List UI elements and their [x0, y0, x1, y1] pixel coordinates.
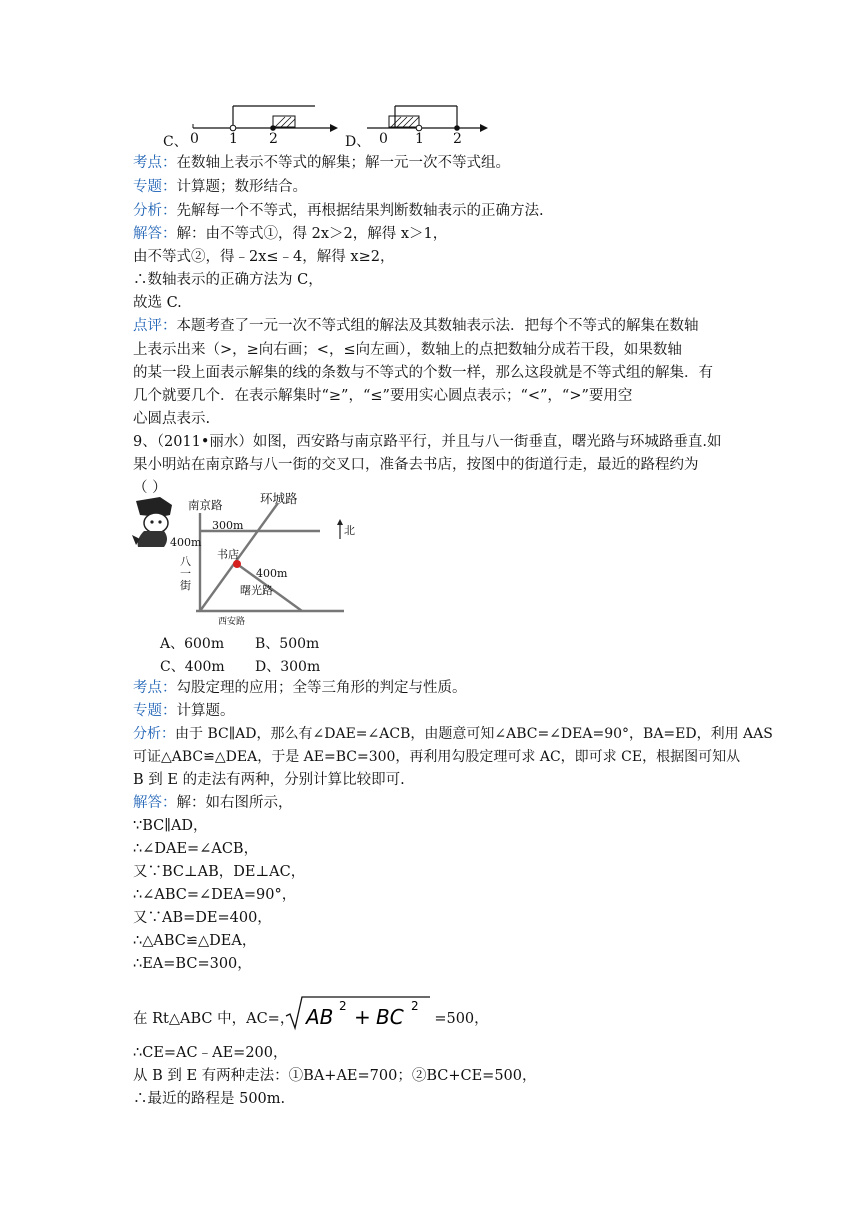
tick-2-d: 2 — [453, 131, 462, 147]
solid-point-2 — [270, 125, 276, 131]
q9-step-7: ∴EA=BC=300， — [133, 956, 252, 972]
q9-step-3: 又∵BC⊥AB，DE⊥AC， — [133, 864, 306, 880]
xiaoming-figure — [132, 497, 172, 547]
map-300m-label: 300m — [212, 519, 244, 532]
formula-result: =500， — [434, 1010, 489, 1027]
open-point-1 — [230, 125, 236, 131]
q9-stem-2: 果小明站在南京路与八一街的交叉口，准备去书店，按图中的街道行走，最近的路程约为 — [133, 457, 699, 473]
q9-fenxi-1: 分析：由于 BC∥AD，那么有∠DAE=∠ACB，由题意可知∠ABC=∠DEA=90°，BA=ED，利用 AAS — [133, 726, 773, 742]
q8-fenxi: 分析：先解每一个不等式，再根据结果判断数轴表示的正确方法. — [133, 203, 544, 219]
map-400m-right-label: 400m — [256, 567, 288, 580]
q9-step-4: ∴∠ABC=∠DEA=90°， — [133, 887, 297, 903]
sqrt-expression — [284, 994, 434, 1032]
q8-dianping-1: 点评：本题考查了一元一次不等式组的解法及其数轴表示法．把每个不等式的解集在数轴 — [133, 318, 699, 334]
map-nanjing-label: 南京路 — [188, 498, 223, 512]
q9-fenxi-3: B 到 E 的走法有两种，分别计算比较即可. — [133, 772, 405, 788]
q9-tail-1: ∴CE=AC﹣AE=200， — [133, 1045, 288, 1061]
option-d: D、300m — [255, 659, 321, 675]
q9-jieda-0: 解答：解：如右图所示， — [133, 795, 293, 811]
tick-0-d: 0 — [379, 131, 388, 147]
q9-step-1: ∵BC∥AD， — [133, 818, 208, 834]
tick-0-c: 0 — [190, 131, 199, 147]
numberline-figure — [155, 100, 495, 150]
formula-bc: BC — [376, 1005, 405, 1029]
q9-step-5: 又∵AB=DE=400， — [133, 910, 272, 926]
numberline-d — [367, 106, 488, 132]
formula-ab: AB — [306, 1005, 334, 1029]
q8-jieda-3: ∴数轴表示的正确方法为 C， — [133, 272, 323, 288]
tick-2-c: 2 — [269, 131, 278, 147]
q8-kaodian: 考点：在数轴上表示不等式的解集；解一元一次不等式组。 — [133, 155, 510, 171]
q8-zhuanti: 专题：计算题；数形结合。 — [133, 179, 307, 195]
map-huancheng-label: 环城路 — [260, 491, 298, 506]
q9-step-2: ∴∠DAE=∠ACB， — [133, 841, 259, 857]
q9-step-6: ∴△ABC≌△DEA， — [133, 933, 257, 949]
map-bookstore-label: 书店 — [217, 548, 239, 561]
map-bayi-1: 八 — [180, 555, 191, 568]
q8-dianping-3: 的某一段上面表示解集的线的条数与不等式的个数一样，那么这段就是不等式组的解集．有 — [133, 365, 713, 381]
q8-dianping-5: 心圆点表示. — [133, 411, 211, 427]
option-d-label: D、 — [345, 134, 371, 150]
tick-1-c: 1 — [229, 131, 238, 147]
q9-tail-2: 从 B 到 E 有两种走法：①BA+AE=700；②BC+CE=500， — [133, 1068, 537, 1084]
q8-jieda-4: 故选 C. — [133, 295, 182, 311]
q8-jieda-1: 解答：解：由不等式①，得 2x＞2，解得 x＞1， — [133, 226, 448, 242]
formula-plus: + — [354, 1005, 372, 1029]
street-map — [130, 495, 350, 630]
map-400m-left-label: 400m — [170, 536, 202, 549]
option-c: C、400m — [160, 659, 225, 675]
tick-1-d: 1 — [415, 131, 424, 147]
option-c-label: C、 — [163, 134, 188, 150]
pythagoras-formula — [133, 994, 489, 1032]
formula-exp-1: 2 — [339, 999, 347, 1013]
map-shuguang-label: 曙光路 — [240, 584, 273, 597]
q9-stem-1: 9、（2011•丽水）如图，西安路与南京路平行，并且与八一街垂直，曙光路与环城路垂直.如 — [133, 434, 722, 450]
q9-tail-3: ∴最近的路程是 500m. — [133, 1091, 286, 1107]
q8-dianping-2: 上表示出来（>，≥向右画；<，≤向左画），数轴上的点把数轴分成若干段，如果数轴 — [133, 342, 682, 358]
map-xian-label: 西安路 — [218, 617, 246, 627]
map-bayi-3: 街 — [180, 579, 191, 592]
q9-zhuanti: 专题：计算题。 — [133, 703, 235, 719]
numberline-c — [193, 106, 338, 132]
option-a: A、600m — [160, 636, 225, 652]
q8-dianping-4: 几个就要几个．在表示解集时“≥”，“≤”要用实心圆点表示；“<”，“>”要用空 — [133, 388, 633, 404]
map-bayi-2: 一 — [180, 567, 191, 580]
formula-prefix: 在 Rt△ABC 中，AC=， — [133, 1010, 295, 1027]
q9-fenxi-2: 可证△ABC≌△DEA，于是 AE=BC=300，再利用勾股定理可求 AC，即可求 CE，根据图可知从 — [133, 749, 741, 765]
map-north-label: 北 — [344, 524, 355, 537]
q9-stem-3: （ ） — [133, 480, 167, 496]
q8-jieda-2: 由不等式②，得﹣2x≤﹣4，解得 x≥2， — [133, 249, 395, 265]
option-b: B、500m — [255, 636, 320, 652]
q9-kaodian: 考点：勾股定理的应用；全等三角形的判定与性质。 — [133, 680, 467, 696]
formula-exp-2: 2 — [411, 999, 419, 1013]
